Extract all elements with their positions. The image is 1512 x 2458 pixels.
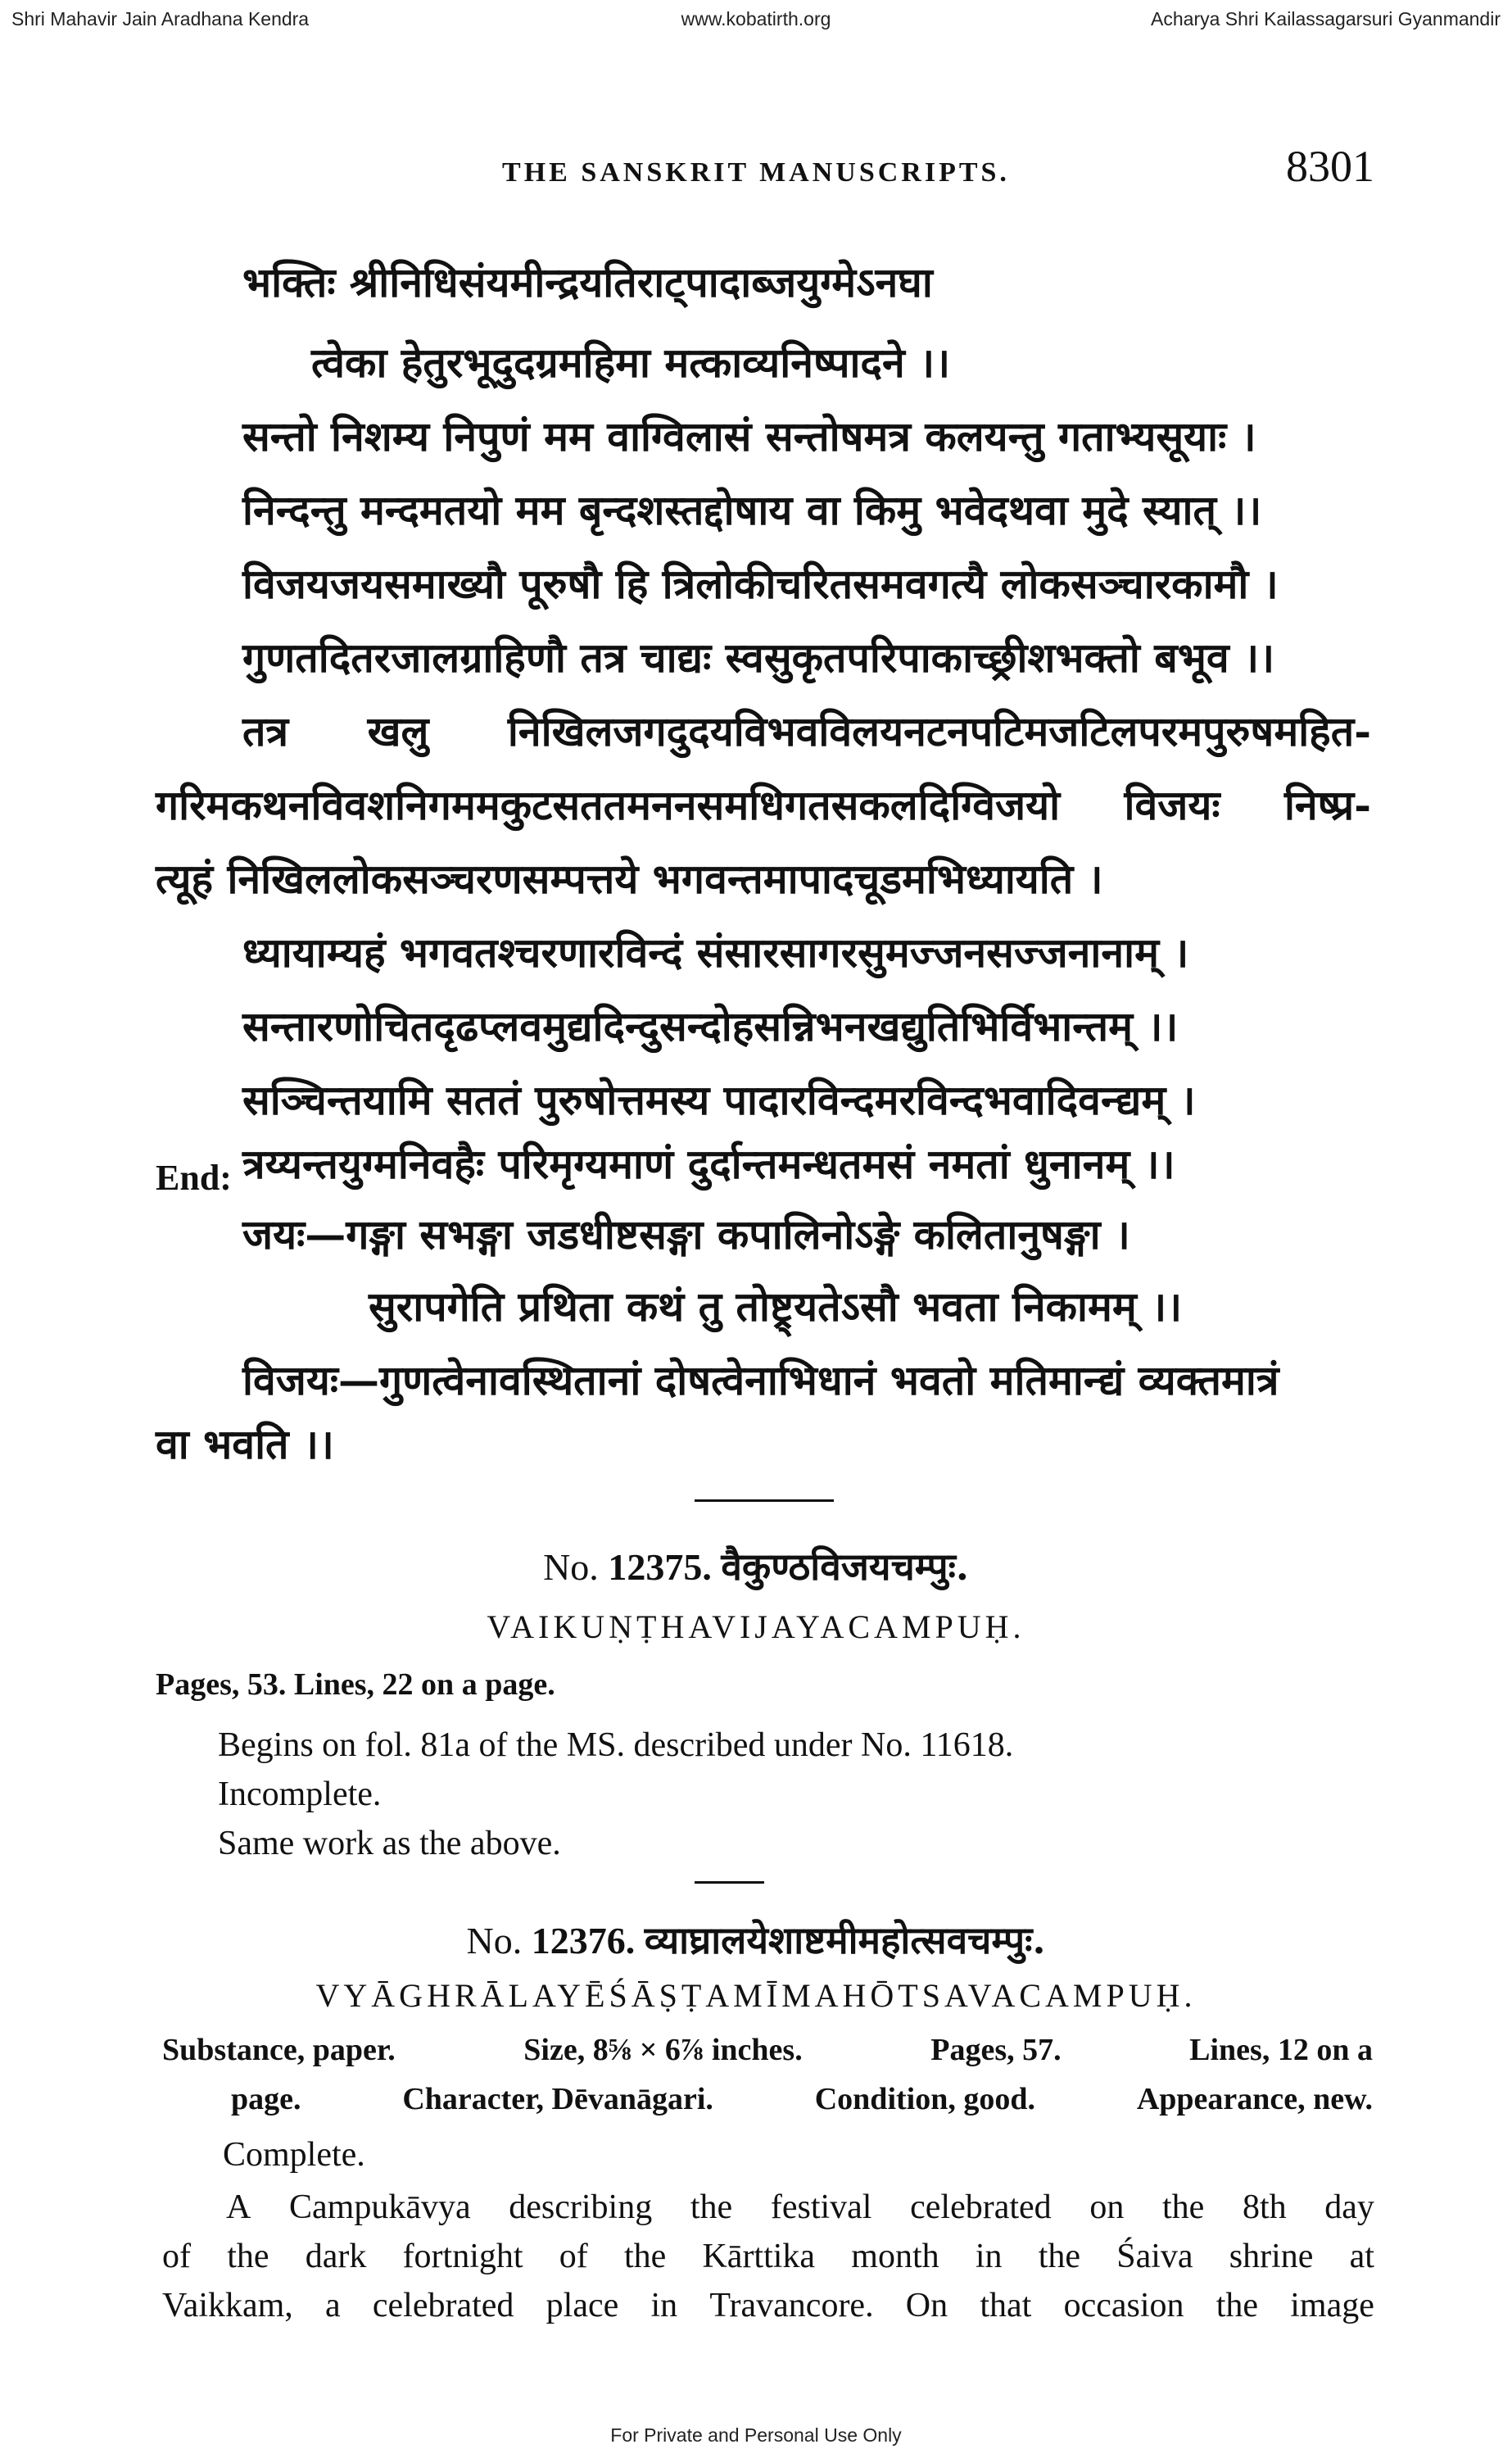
substance-field: Size, 8⅝ × 6⅞ inches. [523, 2033, 803, 2067]
header-right: Acharya Shri Kailassagarsuri Gyanmandir [1151, 8, 1501, 29]
verse-line: विजयः—गुणत्वेनावस्थितानां दोषत्वेनाभिधानं भवतो मतिमान्द्यं व्यक्तमात्रं [242, 1356, 1279, 1404]
running-head: THE SANSKRIT MANUSCRIPTS. [502, 157, 1010, 188]
description-word: Kārttika [702, 2238, 816, 2275]
prose-word: निखिलजगदुदयविभवविलयनटनपटिमजटिलपरमपुरुषमहित- [507, 707, 1371, 755]
entry-detail: Incomplete. [218, 1775, 382, 1813]
verse-line: ध्यायाम्यहं भगवतश्चरणारविन्दं संसारसागरसुमज्जनसज्जनानाम् । [242, 928, 1189, 977]
description-word: month [851, 2238, 939, 2275]
prose-word: खलु [367, 707, 429, 755]
description-word: the [227, 2238, 269, 2275]
section-divider [695, 1881, 764, 1884]
description-word: shrine [1229, 2238, 1314, 2275]
entry-number: 12376. [531, 1920, 636, 1961]
entry-pages-line: Pages, 53. Lines, 22 on a page. [156, 1667, 555, 1702]
description-word: describing [509, 2188, 653, 2226]
page-number: 8301 [1286, 142, 1374, 191]
substance-field: Appearance, new. [1136, 2082, 1373, 2116]
entry-number: 12375. [608, 1546, 712, 1588]
description-word: that [980, 2287, 1032, 2324]
description-word: the [1161, 2188, 1205, 2226]
entry-title-devanagari: व्याघ्रालयेशाष्टमीमहोत्सवचम्पुः. [644, 1918, 1046, 1962]
prose-line [156, 781, 1371, 829]
description-word: on [1089, 2188, 1125, 2226]
entry-detail: Begins on fol. 81a of the MS. described under No. 11618. [218, 1726, 1014, 1764]
substance-field: page. [231, 2082, 301, 2116]
description-word: On [905, 2287, 948, 2324]
substance-field: Character, Dēvanāgari. [402, 2082, 713, 2116]
verse-line: सन्तो निशम्य निपुणं मम वाग्विलासं सन्तोषमत्र कलयन्तु गताभ्यसूयाः । [242, 412, 1256, 460]
description-word: at [1349, 2238, 1374, 2275]
description-line [162, 2237, 1374, 2276]
substance-field: Pages, 57. [930, 2033, 1062, 2067]
verse-line: निन्दन्तु मन्दमतयो मम बृन्दशस्तद्दोषाय वा किमु भवेदथवा मुदे स्यात् ।। [242, 486, 1262, 534]
entry-title-roman: VAIKUṆṬHAVIJAYACAMPUḤ. [487, 1608, 1025, 1645]
substance-line [162, 2032, 1373, 2068]
description-word: of [559, 2238, 588, 2275]
entry-title-devanagari: वैकुण्ठविजयचम्पुः. [721, 1544, 969, 1589]
description-word: the [623, 2238, 667, 2275]
description-word: dark [305, 2238, 367, 2275]
description-word: Vaikkam, [162, 2287, 293, 2324]
description-word: the [690, 2188, 733, 2226]
description-word: 8th [1242, 2188, 1287, 2226]
description-word: A [226, 2188, 251, 2226]
description-word: fortnight [402, 2238, 523, 2275]
substance-field: Lines, 12 on a [1189, 2033, 1373, 2067]
entry-heading [0, 1540, 1512, 1591]
description-word: day [1324, 2188, 1374, 2226]
substance-field: Condition, good. [814, 2082, 1035, 2116]
description-word: image [1290, 2287, 1374, 2324]
description-word: Travancore. [709, 2287, 874, 2324]
prose-line [242, 707, 1371, 755]
description-word: the [1215, 2287, 1259, 2324]
entry-complete: Complete. [223, 2136, 365, 2174]
verse-line: विजयजयसमाख्यौ पूरुषौ हि त्रिलोकीचरितसमवगत्यै लोकसञ्चारकामौ । [242, 560, 1279, 608]
entry-detail: Same work as the above. [218, 1825, 561, 1862]
description-line [226, 2188, 1374, 2227]
description-word: in [650, 2287, 678, 2324]
verse-line: वा भवति ।। [156, 1420, 334, 1468]
verse-line: जयः—गङ्गा सभङ्गा जडधीष्टसङ्गा कपालिनोऽङ्गे कलितानुषङ्गा । [242, 1210, 1130, 1258]
description-line [162, 2286, 1374, 2325]
verse-line: त्वेका हेतुरभूदुदग्रमहिमा मत्काव्यनिष्पादने ।। [311, 338, 951, 387]
verse-line: गुणतदितरजालग्राहिणौ तत्र चाद्यः स्वसुकृतपरिपाकाच्छ्रीशभक्तो बभूव ।। [242, 633, 1275, 682]
verse-line: भक्तिः श्रीनिधिसंयमीन्द्रयतिराट्पादाब्जयुग्मेऽनघा [242, 258, 933, 306]
header-center-url[interactable]: www.kobatirth.org [681, 8, 831, 29]
footer-notice: For Private and Personal Use Only [610, 2424, 902, 2446]
prose-word: निष्प्र- [1283, 781, 1371, 829]
description-word: the [1038, 2238, 1081, 2275]
substance-line [231, 2081, 1373, 2117]
verse-line: सन्तारणोचितदृढप्लवमुद्यदिन्दुसन्दोहसन्निभनखद्युतिभिर्विभान्तम् ।। [242, 1002, 1179, 1050]
description-word: Campukāvya [289, 2188, 471, 2226]
prose-word: विजयः [1124, 781, 1220, 829]
description-word: celebrated [910, 2188, 1052, 2226]
entry-no-label: No. [466, 1920, 523, 1961]
description-word: a [325, 2287, 341, 2324]
substance-field: Substance, paper. [162, 2033, 396, 2067]
prose-line: त्यूहं निखिललोकसञ्चरणसम्पत्तये भगवन्तमापादचूडमभिध्यायति । [156, 855, 1103, 903]
entry-no-label: No. [543, 1546, 599, 1588]
entry-heading [0, 1914, 1512, 1965]
description-word: of [162, 2238, 191, 2275]
source-header [11, 8, 1501, 33]
description-word: Śaiva [1116, 2238, 1193, 2275]
description-word: in [975, 2238, 1003, 2275]
verse-line: सुरापगेति प्रथिता कथं तु तोष्ट्र्यतेऽसौ भवता निकामम् ।। [369, 1282, 1183, 1331]
description-word: place [545, 2287, 619, 2324]
prose-word: तत्र [242, 707, 289, 755]
header-left: Shri Mahavir Jain Aradhana Kendra [11, 8, 310, 29]
section-divider [695, 1499, 834, 1502]
end-label: End: [156, 1158, 232, 1198]
entry-title-roman: VYĀGHRĀLAYĒŚĀṢṬAMĪMAHŌTSAVACAMPUḤ. [315, 1977, 1197, 2014]
verse-line: सञ्चिन्तयामि सततं पुरुषोत्तमस्य पादारविन्दमरविन्दभवादिवन्द्यम् । [242, 1076, 1196, 1124]
description-word: festival [770, 2188, 872, 2226]
verse-line: त्रय्यन्तयुग्मनिवहैः परिमृग्यमाणं दुर्दान्तमन्धतमसं नमतां धुनानम् ।। [242, 1140, 1175, 1188]
description-word: occasion [1063, 2287, 1184, 2324]
prose-word: गरिमकथनविवशनिगममकुटसततमननसमधिगतसकलदिग्विजयो [156, 781, 1061, 829]
description-word: celebrated [372, 2287, 514, 2324]
